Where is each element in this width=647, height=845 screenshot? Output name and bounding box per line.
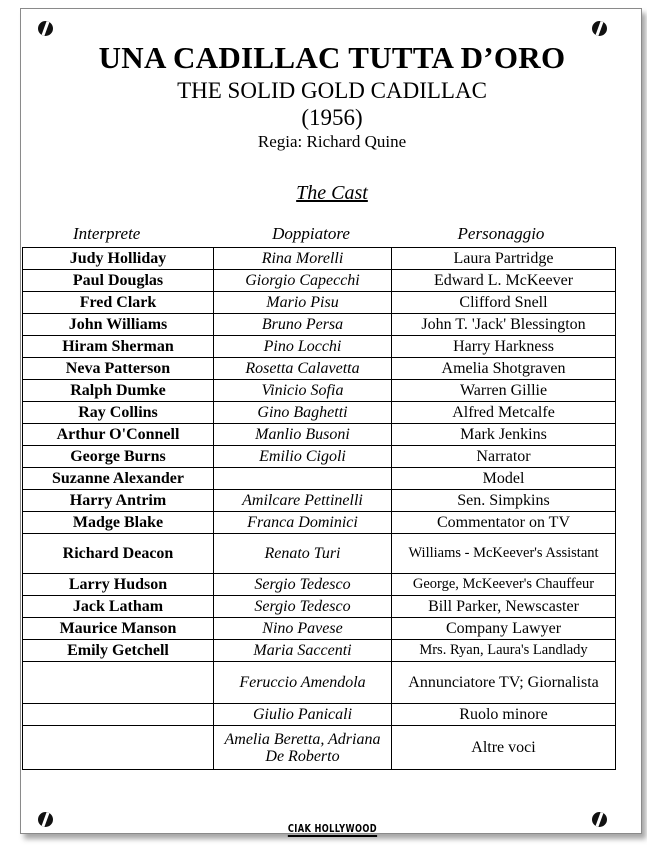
cast-heading: The Cast <box>296 182 368 204</box>
table-row <box>23 402 616 424</box>
character-cell: George, McKeever's Chauffeur <box>392 574 616 596</box>
actor-cell <box>23 704 214 726</box>
table-row <box>23 704 616 726</box>
column-header-character: Personaggio <box>457 224 545 243</box>
actor-cell <box>23 662 214 704</box>
character-cell: Mrs. Ryan, Laura's Landlady <box>392 640 616 662</box>
dubber-cell: Amelia Beretta, Adriana De Roberto <box>214 726 392 770</box>
character-cell: Sen. Simpkins <box>392 490 616 512</box>
character-cell: Bill Parker, Newscaster <box>392 596 616 618</box>
italian-title: UNA CADILLAC TUTTA D’ORO <box>98 40 566 75</box>
cast-table <box>22 247 616 770</box>
actor-cell <box>23 726 214 770</box>
actor-cell: Harry Antrim <box>23 490 214 512</box>
dubber-cell: Vinicio Sofia <box>214 380 392 402</box>
table-row <box>23 574 616 596</box>
dubber-cell: Maria Saccenti <box>214 640 392 662</box>
column-header-dubber: Doppiatore <box>272 224 350 243</box>
dubber-cell: Giorgio Capecchi <box>214 270 392 292</box>
release-year: (1956) <box>301 105 363 130</box>
dubber-cell: Gino Baghetti <box>214 402 392 424</box>
character-cell: John T. 'Jack' Blessington <box>392 314 616 336</box>
dubber-cell: Renato Turi <box>214 534 392 574</box>
dubber-cell: Rosetta Calavetta <box>214 358 392 380</box>
table-row <box>23 314 616 336</box>
character-cell: Annunciatore TV; Giornalista <box>392 662 616 704</box>
actor-cell: Suzanne Alexander <box>23 468 214 490</box>
dubber-cell: Pino Locchi <box>214 336 392 358</box>
column-header-actor: Interprete <box>73 224 141 243</box>
dubber-cell: Bruno Persa <box>214 314 392 336</box>
table-row <box>23 446 616 468</box>
actor-cell: Neva Patterson <box>23 358 214 380</box>
cast-plaque <box>20 8 642 834</box>
table-row <box>23 618 616 640</box>
actor-cell: Hiram Sherman <box>23 336 214 358</box>
character-cell: Amelia Shotgraven <box>392 358 616 380</box>
screw-top-left-icon <box>38 21 53 36</box>
character-cell: Harry Harkness <box>392 336 616 358</box>
actor-cell: Madge Blake <box>23 512 214 534</box>
dubber-cell: Amilcare Pettinelli <box>214 490 392 512</box>
table-row <box>23 468 616 490</box>
character-cell: Warren Gillie <box>392 380 616 402</box>
actor-cell: Arthur O'Connell <box>23 424 214 446</box>
actor-cell: John Williams <box>23 314 214 336</box>
actor-cell: Ray Collins <box>23 402 214 424</box>
dubber-cell: Mario Pisu <box>214 292 392 314</box>
actor-cell: Ralph Dumke <box>23 380 214 402</box>
dubber-cell: Nino Pavese <box>214 618 392 640</box>
character-cell: Narrator <box>392 446 616 468</box>
table-row <box>23 726 616 770</box>
table-row <box>23 336 616 358</box>
table-row <box>23 512 616 534</box>
actor-cell: Larry Hudson <box>23 574 214 596</box>
dubber-cell: Sergio Tedesco <box>214 596 392 618</box>
character-cell: Williams - McKeever's Assistant <box>392 534 616 574</box>
actor-cell: George Burns <box>23 446 214 468</box>
actor-cell: Judy Holliday <box>23 248 214 270</box>
actor-cell: Paul Douglas <box>23 270 214 292</box>
character-cell: Company Lawyer <box>392 618 616 640</box>
actor-cell: Fred Clark <box>23 292 214 314</box>
character-cell: Edward L. McKeever <box>392 270 616 292</box>
character-cell: Alfred Metcalfe <box>392 402 616 424</box>
dubber-cell: Manlio Busoni <box>214 424 392 446</box>
english-title: THE SOLID GOLD CADILLAC <box>177 78 487 103</box>
table-row <box>23 490 616 512</box>
character-cell: Model <box>392 468 616 490</box>
screw-top-right-icon <box>592 21 607 36</box>
actor-cell: Jack Latham <box>23 596 214 618</box>
table-row <box>23 270 616 292</box>
dubber-cell <box>214 468 392 490</box>
character-cell: Altre voci <box>392 726 616 770</box>
character-cell: Laura Partridge <box>392 248 616 270</box>
dubber-cell: Sergio Tedesco <box>214 574 392 596</box>
actor-cell: Emily Getchell <box>23 640 214 662</box>
actor-cell: Maurice Manson <box>23 618 214 640</box>
table-row <box>23 424 616 446</box>
dubber-cell: Giulio Panicali <box>214 704 392 726</box>
dubber-cell: Franca Dominici <box>214 512 392 534</box>
brand-text: CIAK HOLLYWOOD <box>287 822 377 835</box>
character-cell: Clifford Snell <box>392 292 616 314</box>
table-row <box>23 248 616 270</box>
dubber-cell: Rina Morelli <box>214 248 392 270</box>
character-cell: Commentator on TV <box>392 512 616 534</box>
table-row <box>23 640 616 662</box>
dubber-cell: Emilio Cigoli <box>214 446 392 468</box>
table-row <box>23 534 616 574</box>
table-row <box>23 358 616 380</box>
table-row <box>23 380 616 402</box>
table-row <box>23 662 616 704</box>
actor-cell: Richard Deacon <box>23 534 214 574</box>
brand-logo <box>21 819 643 837</box>
character-cell: Ruolo minore <box>392 704 616 726</box>
dubber-cell: Feruccio Amendola <box>214 662 392 704</box>
table-row <box>23 596 616 618</box>
table-row <box>23 292 616 314</box>
director-credit: Regia: Richard Quine <box>257 132 407 151</box>
character-cell: Mark Jenkins <box>392 424 616 446</box>
